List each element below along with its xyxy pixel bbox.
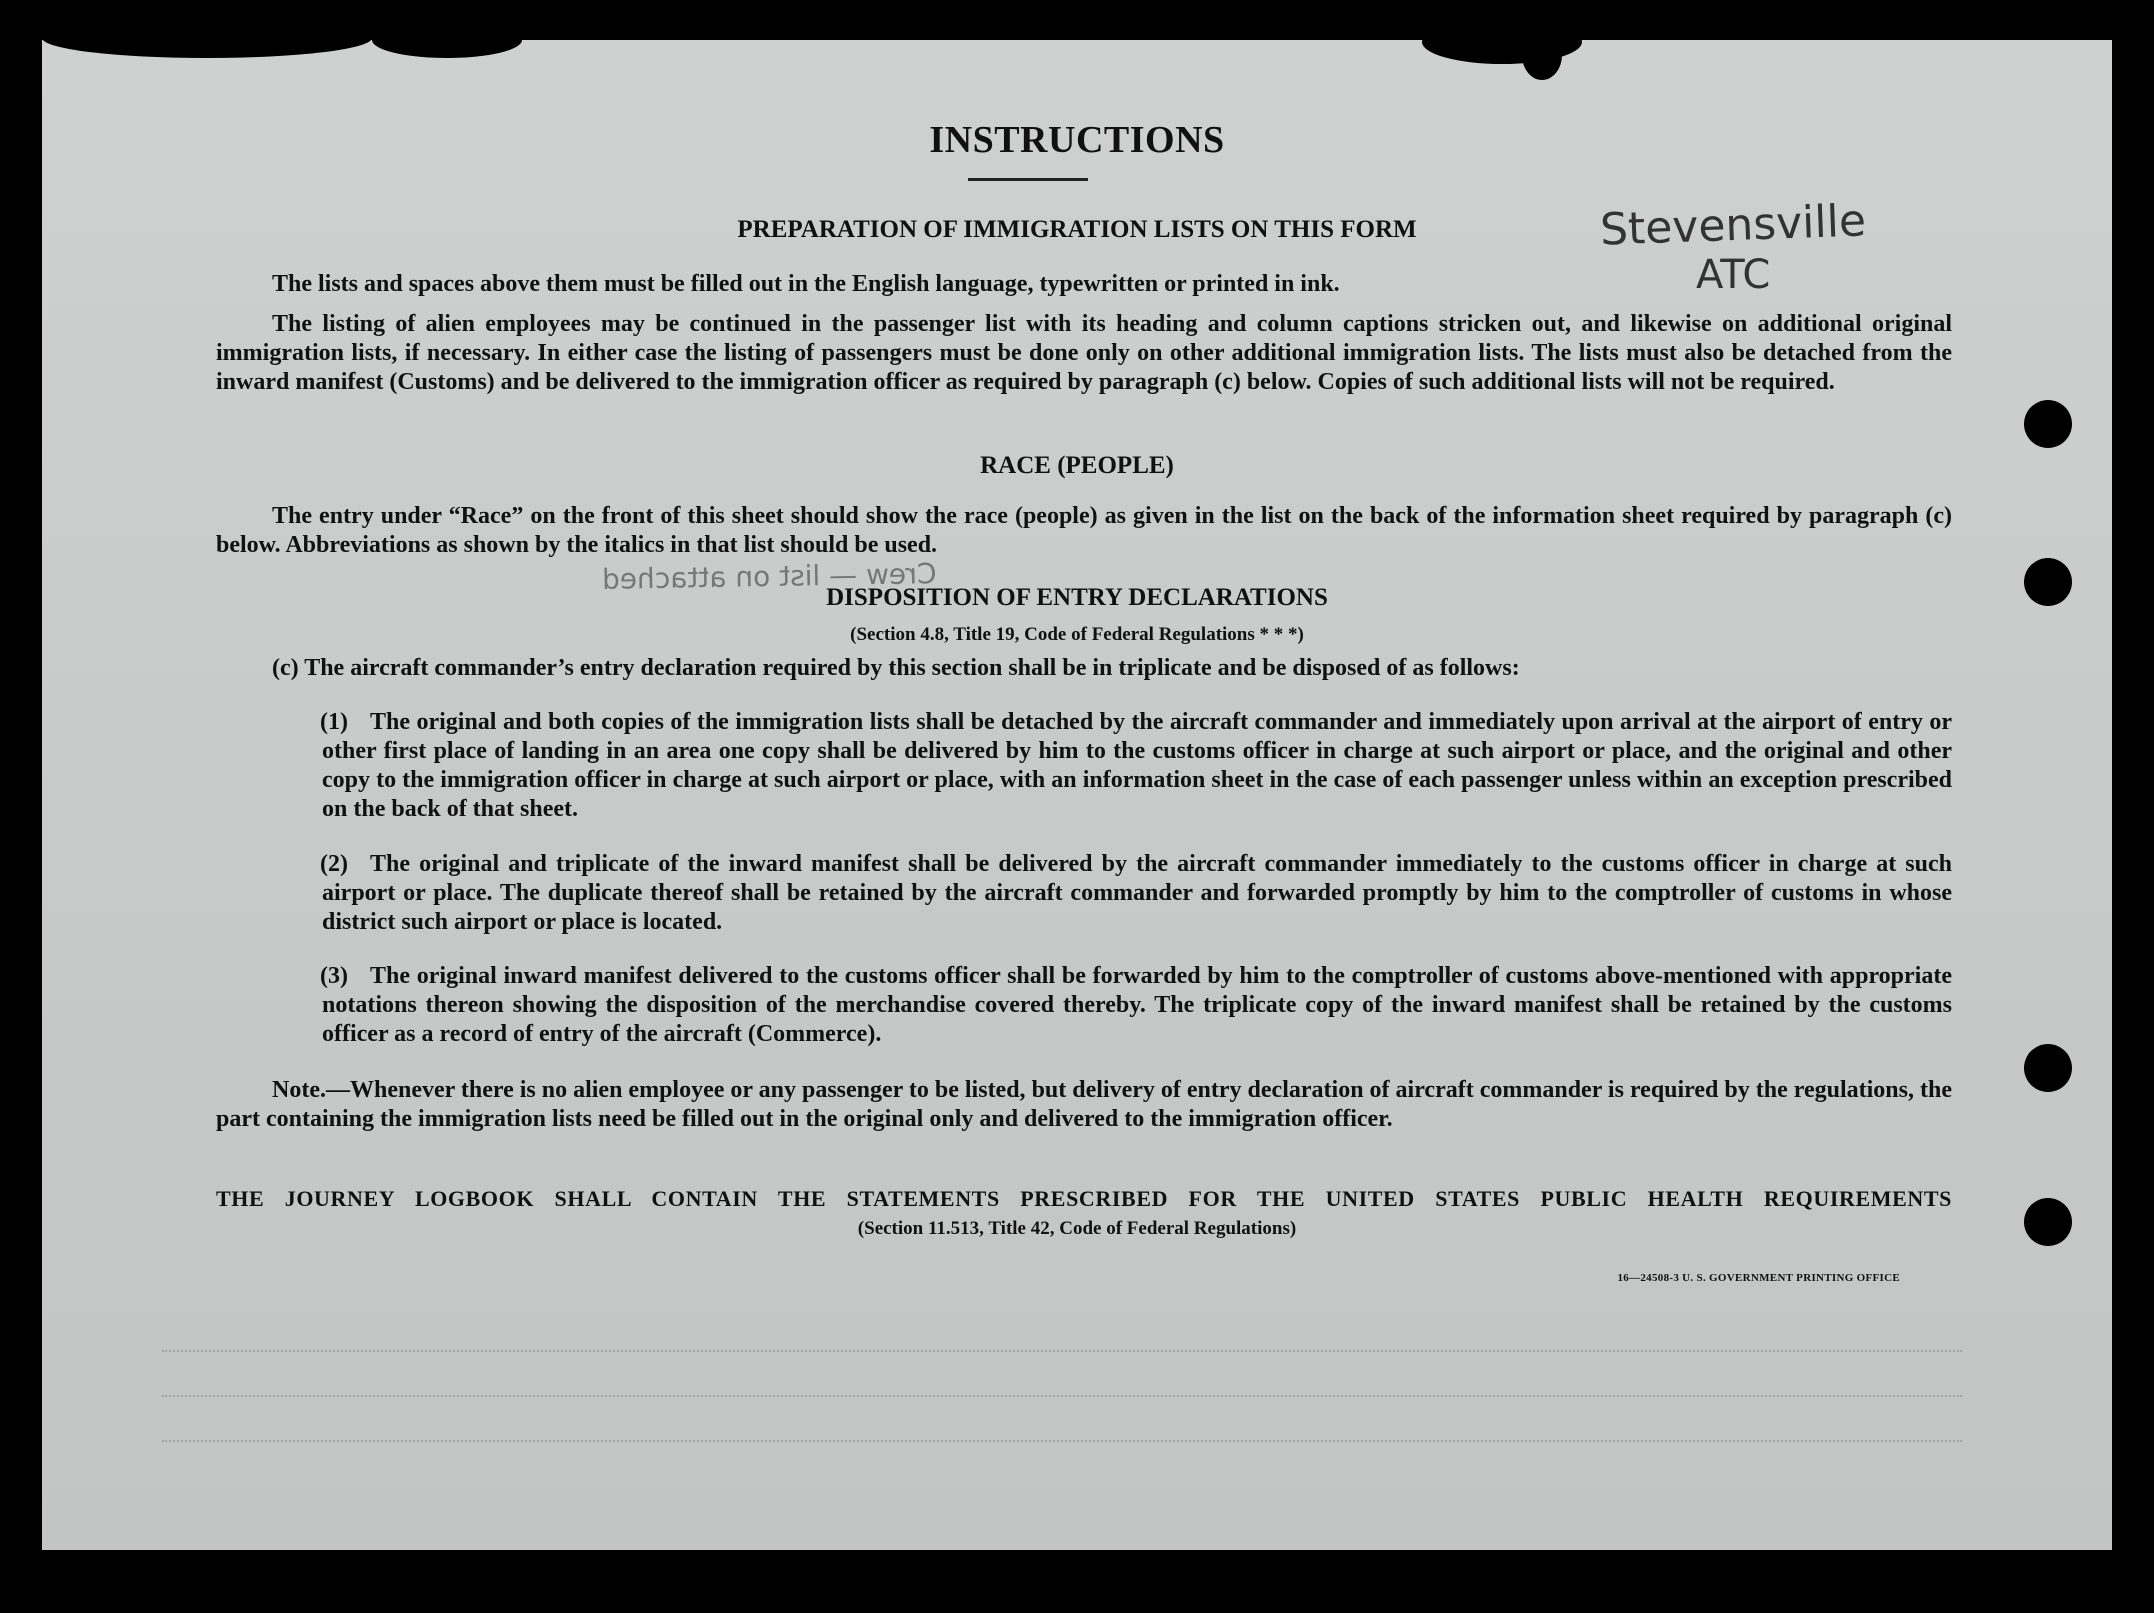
- list-item: [322, 962, 1952, 1049]
- note-paragraph: Note.—Whenever there is no alien employee or any passenger to be listed, but delivery of entry declaration of aircraft commander is required by the regulations, the part containing the immigration lists need be filled out in the original only and delivered to the immigration officer.: [216, 1077, 1952, 1132]
- disposition-citation: (Section 4.8, Title 19, Code of Federal Regulations * * *): [850, 624, 1304, 645]
- torn-edge: [1522, 30, 1562, 80]
- disposition-paragraph-c: (c) The aircraft commander’s entry declaration required by this section shall be in triplicate and be disposed of as follows:: [272, 655, 1520, 681]
- preparation-paragraph-1: The lists and spaces above them must be filled out in the English language, typewritten or printed in ink.: [272, 271, 1340, 297]
- punch-hole: [2024, 1044, 2072, 1092]
- handwritten-crew-note: Crew — list on attached: [601, 557, 937, 596]
- torn-edge: [42, 18, 372, 58]
- punch-hole: [2024, 400, 2072, 448]
- health-requirements-citation: (Section 11.513, Title 42, Code of Federal Regulations): [857, 1218, 1297, 1239]
- title-underline: [968, 178, 1088, 181]
- disposition-heading: DISPOSITION OF ENTRY DECLARATIONS: [826, 584, 1328, 611]
- bleed-through: [162, 1440, 1962, 1443]
- bleed-through: [162, 1350, 1962, 1353]
- preparation-paragraph-2: The listing of alien employees may be continued in the passenger list with its heading and column captions stricken out, and likewise on additional original immigration lists, if necessary. In either case the listing of passengers must be done only on other additional immigration lists. The lists must also be detached from the inward manifest (Customs) and be delivered to the immigration officer as required by paragraph (c) below. Copies of such additional lists will not be required.: [216, 311, 1952, 395]
- race-paragraph: The entry under “Race” on the front of this sheet should show the race (people) as given in the list on the back of the information sheet required by paragraph (c) below. Abbreviations as shown by the italics in that list should be used.: [216, 503, 1952, 558]
- document-sheet: [42, 40, 2112, 1550]
- list-item-text: The original and both copies of the immigration lists shall be detached by the aircraft commander and immediately upon arrival at the airport of entry or other first place of landing in an area one copy shall be delivered by him to the customs officer in charge at such airport or place, and the original and other copy to the immigration officer in charge at such airport or place, with an information sheet in the case of each passenger unless within an exception prescribed on the back of that sheet.: [322, 709, 1952, 822]
- torn-edge: [372, 22, 522, 58]
- list-item-number: (3): [320, 963, 348, 989]
- list-item: [322, 850, 1952, 937]
- handwritten-place: Stevensville: [1599, 195, 1867, 256]
- race-heading: RACE (PEOPLE): [980, 452, 1174, 479]
- preparation-heading: PREPARATION OF IMMIGRATION LISTS ON THIS FORM: [737, 216, 1417, 243]
- list-item-text: The original inward manifest delivered to the customs officer shall be forwarded by him to the comptroller of customs above-mentioned with appropriate notations thereon showing the disposition of the merchandise covered thereby. The triplicate copy of the inward manifest shall be retained by the customs officer as a record of entry of the aircraft (Commerce).: [322, 963, 1952, 1047]
- list-item-text: The original and triplicate of the inward manifest shall be delivered by the aircraft commander immediately to the customs officer in charge at such airport or place. The duplicate thereof shall be retained by the aircraft commander and forwarded promptly by him to the comptroller of customs in whose district such airport or place is located.: [322, 851, 1952, 935]
- bleed-through: [162, 1395, 1962, 1398]
- list-item-number: (1): [320, 709, 348, 735]
- list-item-number: (2): [320, 851, 348, 877]
- list-item: [322, 708, 1952, 824]
- printing-office-code: 16—24508-3 U. S. GOVERNMENT PRINTING OFFICE: [1617, 1272, 1900, 1284]
- page-title: INSTRUCTIONS: [929, 119, 1225, 161]
- handwritten-code: ATC: [1696, 252, 1771, 298]
- health-requirements-heading: THE JOURNEY LOGBOOK SHALL CONTAIN THE STATEMENTS PRESCRIBED FOR THE UNITED STATES PUBLIC HEALTH REQUIREMENTS: [216, 1186, 1952, 1211]
